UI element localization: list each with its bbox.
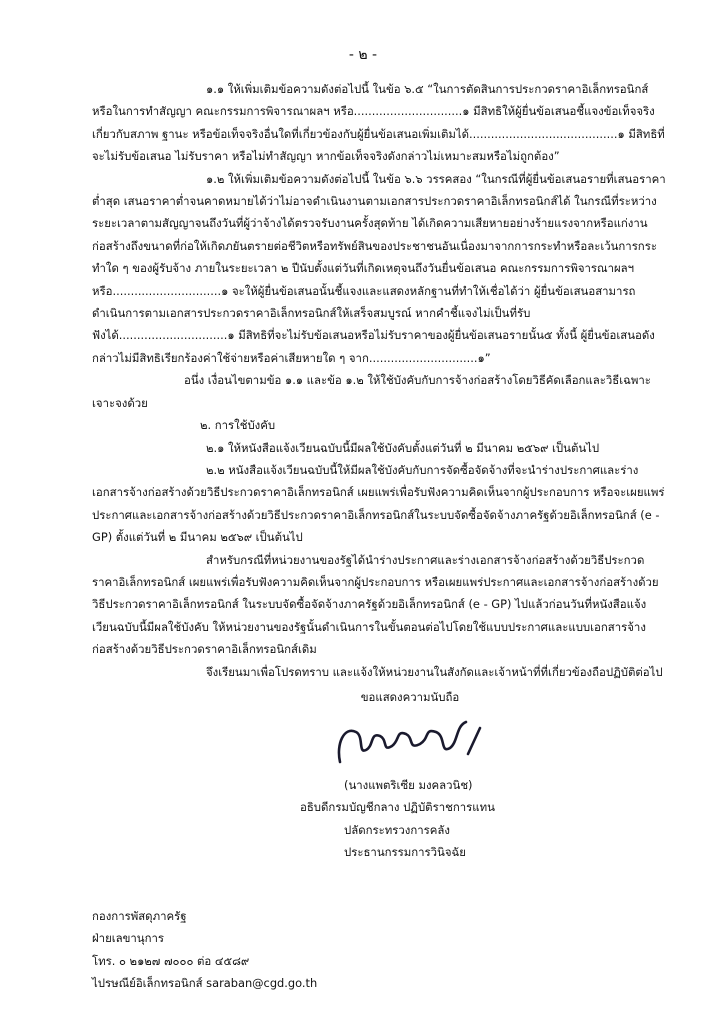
body-paragraph: ๒.๑ ให้หนังสือแจ้งเวียนฉบับนี้มีผลใช้บังคับตั้งแต่วันที่ ๒ มีนาคม ๒๕๖๙ เป็นต้นไป <box>206 440 600 455</box>
signatory-title-3: ประธานกรรมการวินิจฉัย <box>344 845 466 860</box>
body-paragraph: อนึ่ง เงื่อนไขตามข้อ ๑.๑ และข้อ ๑.๒ ให้ใช้บังคับกับการจ้างก่อสร้างโดยวิธีคัดเลือกและวิธีเฉพาะเจาะจงด้วย <box>92 373 651 410</box>
body-paragraph: ๑.๑ ให้เพิ่มเติมข้อความดังต่อไปนี้ ในข้อ ๖.๕ “ในการตัดสินการประกวดราคาอิเล็กทรอนิกส์ หรือในการทำสัญญา คณะกรรมการพิจารณาผลฯ หรือ..............................๑ มีสิทธิให้ผู้ยื่นข้อเสนอชี้แจงข้อเท็จจริงเกี่ยวกับสภาพ ฐานะ หรือข้อเท็จจริงอื่นใดที่เกี่ยวข้องกับผู้ยื่นข้อเสนอเพิ่มเติมได้.........................................๑ มีสิทธิที่จะไม่รับข้อเสนอ ไม่รับราคา หรือไม่ทำสัญญา หากข้อเท็จจริงดังกล่าวไม่เหมาะสมหรือไม่ถูกต้อง” <box>92 82 665 164</box>
body-paragraph: จึงเรียนมาเพื่อโปรดทราบ และแจ้งให้หน่วยงานในสังกัดและเจ้าหน้าที่ที่เกี่ยวข้องถือปฏิบัติต่อไป <box>206 664 663 679</box>
signatory-title-2: ปลัดกระทรวงการคลัง <box>344 822 450 837</box>
letter-body <box>92 78 667 683</box>
signatory-title-1: อธิบดีกรมบัญชีกลาง ปฏิบัติราชการแทน <box>300 800 495 815</box>
office-unit: ฝ่ายเลขานุการ <box>92 931 164 946</box>
body-paragraph: ๑.๒ ให้เพิ่มเติมข้อความดังต่อไปนี้ ในข้อ ๖.๖ วรรคสอง “ในกรณีที่ผู้ยื่นข้อเสนอรายที่เสนอราคาต่ำสุด เสนอราคาต่ำจนคาดหมายได้ว่าไม่อาจดำเนินงานตามเอกสารประกวดราคาอิเล็กทรอนิกส์ได้ ในกรณีที่ระหว่างระยะเวลาตามสัญญาจนถึงวันที่ผู้ว่าจ้างได้ตรวจรับงานครั้งสุดท้าย ได้เกิดความเสียหายอย่างร้ายแรงจากหรือแก่งานก่อสร้างถึงขนาดที่ก่อให้เกิดภยันตรายต่อชีวิตหรือทรัพย์สินของประชาชนอันเนื่องมาจากการกระทำหรือละเว้นการกระทำใด ๆ ของผู้รับจ้าง ภายในระยะเวลา ๒ ปีนับตั้งแต่วันที่เกิดเหตุจนถึงวันยื่นข้อเสนอ คณะกรรมการพิจารณาผลฯ หรือ..............................๑ จะให้ผู้ยื่นข้อเสนอนั้นชี้แจงและแสดงหลักฐานที่ทำให้เชื่อได้ว่า ผู้ยื่นข้อเสนอสามารถดำเนินการตามเอกสารประกวดราคาอิเล็กทรอนิกส์ให้เสร็จสมบูรณ์ หากคำชี้แจงไม่เป็นที่รับฟังได้..............................๑ มีสิทธิที่จะไม่รับข้อเสนอหรือไม่รับราคาของผู้ยื่นข้อเสนอรายนั้น๕ ทั้งนี้ ผู้ยื่นข้อเสนอดังกล่าวไม่มีสิทธิเรียกร้องค่าใช้จ่ายหรือค่าเสียหายใด ๆ จาก..............................๑” <box>92 171 666 365</box>
office-email: ไปรษณีย์อิเล็กทรอนิกส์ saraban@cgd.go.th <box>92 976 318 991</box>
page-number: - ๒ - <box>348 47 378 63</box>
office-dept: กองการพัสดุภาครัฐ <box>92 909 187 923</box>
body-paragraph: ๒. การใช้บังคับ <box>200 418 276 433</box>
office-phone: โทร. ๐ ๒๑๒๗ ๗๐๐๐ ต่อ ๔๕๘๙ <box>92 953 250 968</box>
signatory-block <box>300 774 550 864</box>
closing-block <box>300 686 520 788</box>
closing-text: ขอแสดงความนับถือ <box>360 690 460 704</box>
office-contact <box>92 905 317 995</box>
body-paragraph: ๒.๒ หนังสือแจ้งเวียนฉบับนี้ให้มีผลใช้บังคับกับการจัดซื้อจัดจ้างที่จะนำร่างประกาศและร่างเอกสารจ้างก่อสร้างด้วยวิธีประกวดราคาอิเล็กทรอนิกส์ เผยแพร่เพื่อรับฟังความคิดเห็นจากผู้ประกอบการ หรือจะเผยแพร่ประกาศและเอกสารจ้างก่อสร้างด้วยวิธีประกวดราคาอิเล็กทรอนิกส์ในระบบจัดซื้อจัดจ้างภาครัฐด้วยอิเล็กทรอนิกส์ (e - GP) ตั้งแต่วันที่ ๒ มีนาคม ๒๕๖๙ เป็นต้นไป <box>92 462 665 545</box>
signatory-name: (นางแพตริเซีย มงคลวนิช) <box>344 778 473 792</box>
handwritten-signature <box>330 714 490 768</box>
body-paragraph: สำหรับกรณีที่หน่วยงานของรัฐได้นำร่างประกาศและร่างเอกสารจ้างก่อสร้างด้วยวิธีประกวดราคาอิเล็กทรอนิกส์ เผยแพร่เพื่อรับฟังความคิดเห็นจากผู้ประกอบการ หรือเผยแพร่ประกาศและเอกสารจ้างก่อสร้างด้วยวิธีประกวดราคาอิเล็กทรอนิกส์ ในระบบจัดซื้อจัดจ้างภาครัฐด้วยอิเล็กทรอนิกส์ (e - GP) ไปแล้วก่อนวันที่หนังสือแจ้งเวียนฉบับนี้มีผลใช้บังคับ ให้หน่วยงานของรัฐนั้นดำเนินการในขั้นตอนต่อไปโดยใช้แบบประกาศและแบบเอกสารจ้างก่อสร้างด้วยวิธีประกวดราคาอิเล็กทรอนิกส์เดิม <box>92 552 659 657</box>
